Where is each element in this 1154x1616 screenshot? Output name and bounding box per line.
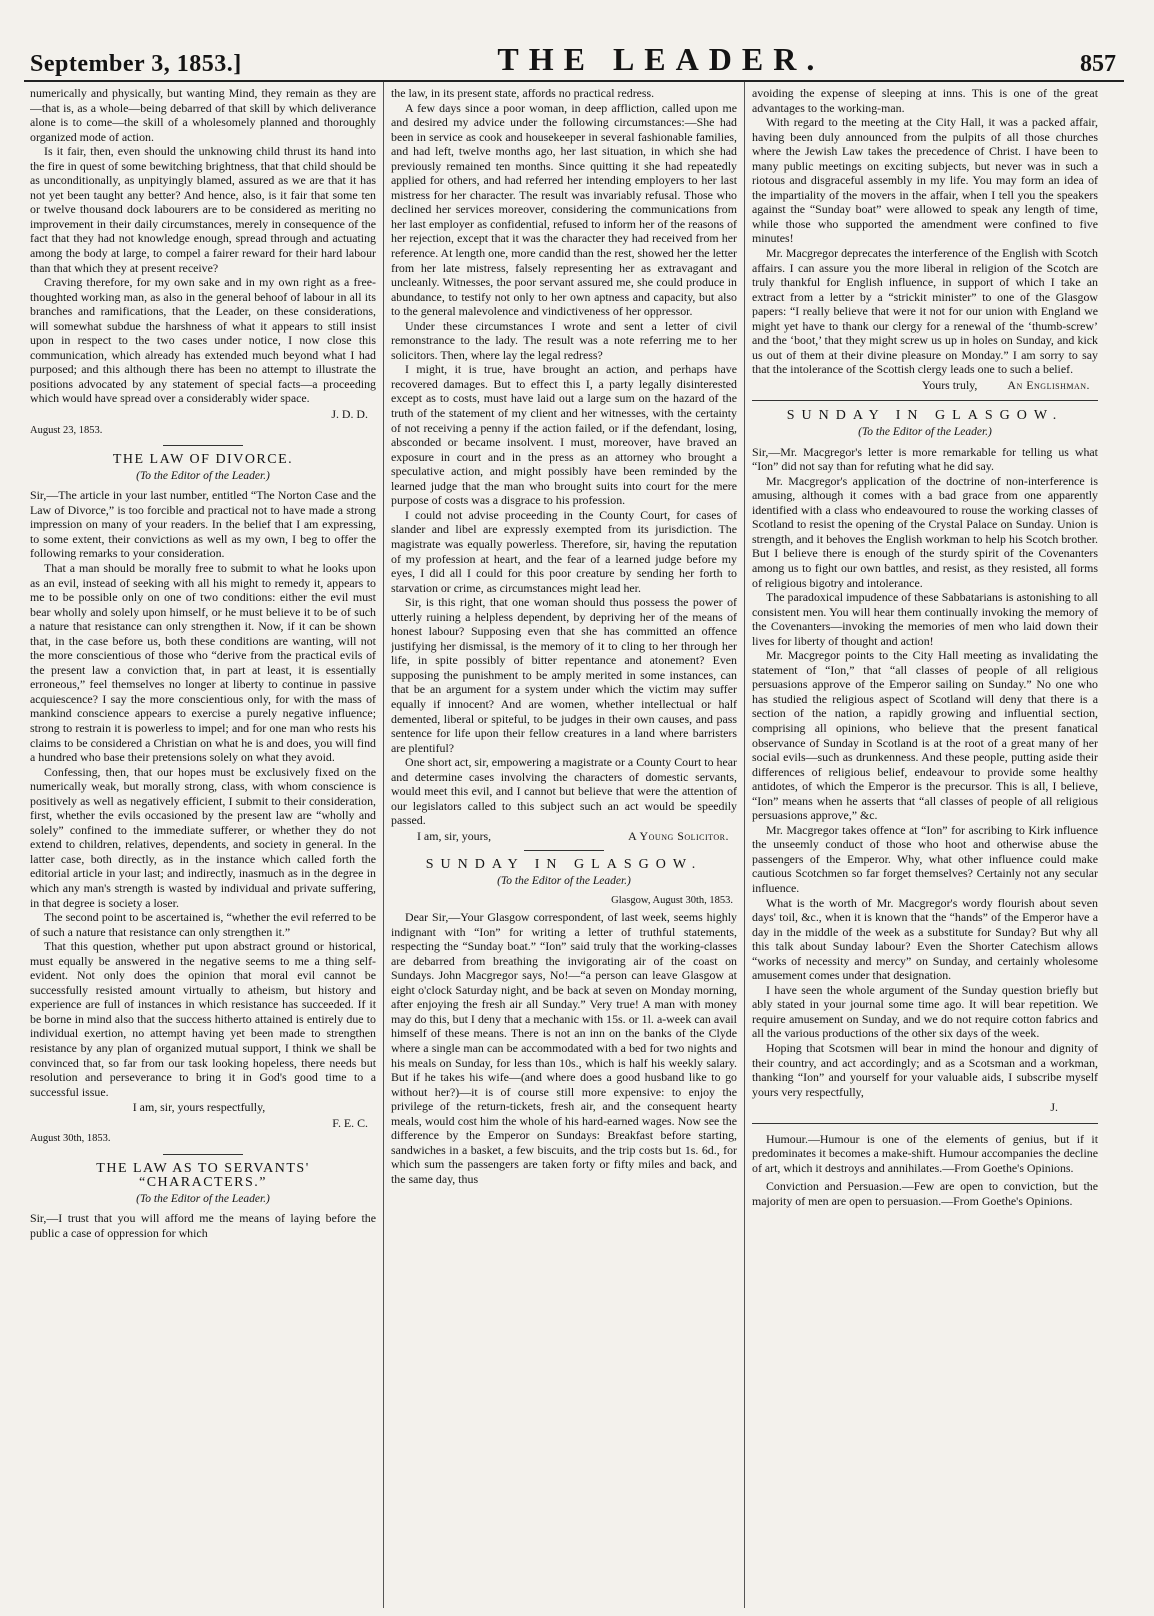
paragraph: avoiding the expense of sleeping at inns. This is one of the great advantages to the working-man. [752,86,1098,115]
paragraph: numerically and physically, but wanting Mind, they remain as they are—that is, as a whole—being debarred of that skill by which deliverance alone is to come—the skill of a wholesomely planned and thoroughly organized mode of action. [30,86,376,144]
paragraph: Dear Sir,—Your Glasgow correspondent, of last week, seems highly indignant with “Ion” for writing a letter of truthful statements, respecting the “Sunday boat.” “Ion” said truly that the working-classes are debarred from breathing the invigorating air of the coast on Sundays. John Macgregor says, No!—“a person can leave Glasgow at eight o'clock Saturday night, and be back at seven on Monday morning, after enjoying the fresh air all Sunday.” Very true! A man with money may do this, but I deny that a mechanic with 15s. or 1l. a-week can avail himself of these means. There is not an inn on the banks of the Clyde where a single man can be accommodated with a bed for two nights and his meals on Sunday, for less than 10s., which is half his weekly salary. But if he takes his wife—(and where does a good husband like to go without her?)—it is of course still more expensive: to enjoy the privilege of the return-tickets, fresh air, and the consequent hearty meals, would cost him the whole of his hard-earned wages. Now see the difference by the Emperor on Sundays: Breakfast before starting, sandwiches in a basket, a few biscuits, and the trip costs but 1s. 6d., for which sum the passengers are taken forty or fifty miles and back, and the same day, thus [391,910,737,1186]
paragraph: A few days since a poor woman, in deep affliction, called upon me and desired my advice under the following circumstances:—She had been in service as cook and housekeeper in several fashionable families, and had left, twelve months ago, her last situation, in which she had previously remained ten months. Since quitting it she had repeatedly applied for others, and had referred her intending employers to her last mistress for her character. The result was invariably refusal. Those who declined her services moreover, considering the communications from her last employer as confidential, refused to inform her of the reasons of her rejection, except that it was the character they had received from her reference. At length one, more candid than the rest, showed her the letter from her late mistress, falsely representing her as extravagant and uncleanly. Witnesses, the poor servant assured me, she could produce in abundance, to testify not only to her own aptness and capacity, but also to the general malevolence and vindictiveness of her oppressor. [391,100,737,319]
section-rule [163,1154,243,1155]
column-divider [383,82,384,1608]
closing: Yours truly, [921,377,978,392]
section-rule [163,445,243,446]
article-subheading: (To the Editor of the Leader.) [136,469,270,482]
paragraph: Mr. Macgregor's application of the doctrine of non-interference is amusing, although it comes with a bad grace from one apparently identified with a class who endeavoured to rouse the working classes of Scotland to resist the opening of the Crystal Palace on Sunday. Union is strength, and it behoves the English workman to help his Scotch brother. But I believe there is enough of the sturdy spirit of the Covenanters among us to fight our own battles, and resist, as they resisted, all forms of religious bigotry and intolerance. [752,473,1098,590]
article-subheading: (To the Editor of the Leader.) [858,426,992,439]
paragraph: I could not advise proceeding in the County Court, for cases of slander and libel are expressly exempted from its jurisdiction. The magistrate was equally powerless. Therefore, sir, having the reputation of my profession at heart, and the fear of a learned judge before my eyes, I did all I could for this poor creature by sending her forth to starvation or crime, as circumstances might lead her. [391,507,737,595]
section-rule [524,850,604,851]
column-1 [30,86,376,1606]
paragraph: That a man should be morally free to submit to what he looks upon as an evil, instead of seeking with all his might to remedy it, appears to me to be possible only on one of two conditions: either the evil must bear wholly and solely upon himself, or he must believe it to be of such a nature that resistance can only strengthen it. Now, if it can be shown that, in the case before us, both these conditions are wanting, will not the more conscientious of those who “derive from the practical evils of the present law a conviction that, in part at least, it is essentially erroneous,” feel themselves no longer at liberty to continue in passive acquiescence? I say the more conscientious only, for with the mass of mankind conscience appears to exercise a purely negative influence; strong to restrain it is powerless to impel; and for one man who rests his claims to be considered a Christian on what he is and does, you will find a hundred who base their pretensions solely on what they avoid. [30,560,376,765]
paragraph: That this question, whether put upon abstract ground or historical, must equally be answered in the negative seems to me a thing self-evident. Not only does the opinion that moral evil cannot be successfully resisted amount virtually to atheism, but history and experience are full of instances in which resistance has succeeded. If it be borne in mind also that the success hitherto attained is entirely due to individual exertion, no attempt having yet been made to strengthen resistance by any plan of organized mutual support, I think we shall be convinced that, so far from our task looking hopeless, there needs but resolution and perseverance to bring it in God's good time to a successful issue. [30,939,376,1099]
letter-date: August 23, 1853. [30,424,103,436]
paragraph: Sir, is this right, that one woman should thus possess the power of utterly ruining a helpless dependent, by depriving her of the means of honest labour? Supposing even that she has committed an offence justifying her dismissal, is the memory of it to cling to her through her life, in spite possibly of bitter repentance and atonement? Even supposing the punishment to be amply merited in some instances, can that be an argument for a system under which the victim may suffer equally if innocent? And are women, whether intellectual or half demented, liberal or spiteful, to be judges in their own causes, and pass sentence for life upon their fellow creatures in a land where barristers are plentiful? [391,595,737,755]
header-rule [24,80,1124,82]
article-heading: THE LAW AS TO SERVANTS' “CHARACTERS.” [96,1160,310,1191]
paragraph: Craving therefore, for my own sake and in my own right as a free-thoughted working man, as also in the general behoof of labour in all its branches and ramifications, that the Leader, on these considerations, will somewhat subdue the harshness of what it appears to still insist upon in respect to the two cases under notice, I now close this communication, which already has extended much beyond what I had purposed; and this although there has been no attempt to illustrate the positions advocated by any statement of special facts—a proceeding which would have spread over a considerably wider space. [30,275,376,406]
article-subheading: (To the Editor of the Leader.) [497,874,631,887]
paragraph: Is it fair, then, even should the unknowing child thrust its hand into the fire in quest of some bewitching brightness, that that child should be as unconditionally, as unpityingly blamed, assured as we are that it has not yet been taught any better? And hence, also, is it fair that some ten or twelve thousand dock labourers are to be considered as meriting no improvement in their daily circumstances, merely in consequence of the fact that they had not knowledge enough, spread through and actuating among the body at large, to compel a fairer reward for their hard labour than that which they at present receive? [30,144,376,275]
paragraph: I might, it is true, have brought an action, and perhaps have recovered damages. But to effect this I, a party legally disinterested except as to costs, must have laid out a large sum on the hazard of the truth of the statement of my client and her witnesses, with the certainty of not receiving a penny if the action failed, or if the defendant, losing, absconded or became insolvent. I must, moreover, have braved an exposure in court and in the press as an attorney who brought a speculative action, and might possibly have been reminded by the learned judge that the man who brought suits into court for the mere purpose of costs was a disgrace to his profession. [391,362,737,508]
paragraph: Mr. Macgregor deprecates the interference of the English with Scotch affairs. I can assure you the more liberal in religion of the Scotch are truly thankful for English influence, in support of which I take an extract from a letter by a “strickit minister” to one of the Glasgow papers: “I really believe that were it not for our union with England we might yet have to thank our clergy for a renewal of the ‘thumb-screw’ and the ‘boot,’ that they might screw us up in holes on Sunday, and kick us out of them at their divine pleasure on Monday.” I am sorry to say that the intolerance of the Scottish clergy leads one to such a belief. [752,246,1098,377]
signature-line [391,829,737,844]
section-rule [752,400,1098,401]
paragraph: Conviction and Persuasion.—Few are open to conviction, but the majority of men are open to persuasion.—From Goethe's Opinions. [752,1179,1098,1208]
paragraph: With regard to the meeting at the City Hall, it was a packed affair, having been duly announced from the pulpits of all those churches where the Jewish Law takes the precedence of Christ. I have been to many public meetings on exciting subjects, but never was in such a riotous and disgraceful assembly in my life. You may form an idea of the impartiality of the movers in the affair, when I tell you the speakers against the “Sunday boat” were allowed to speak any length of time, while those who supported the amendment were confined to five minutes! [752,115,1098,246]
closing: I am, sir, yours, [417,828,492,843]
paper-title: THE LEADER. [497,41,825,77]
paragraph: Under these circumstances I wrote and sent a letter of civil remonstrance to the lady. The result was a note referring me to her solicitors. Then, where lay the legal redress? [391,318,737,362]
paragraph: Sir,—Mr. Macgregor's letter is more remarkable for telling us what “Ion” did not say than for refuting what he did say. [752,444,1098,474]
signature: An Englishman. [1007,377,1090,392]
paragraph: What is the worth of Mr. Macgregor's wordy flourish about seven days' toil, &c., when it is known that the “hands” of the Emperor have a day in the middle of the week as a substitute for Sunday? But why all this talk about Sunday labour? Even the Shorter Catechism allows “works of necessity and mercy” on Sunday, and certainly wholesome amusement comes under that designation. [752,895,1098,983]
column-divider [744,82,745,1608]
article-heading: SUNDAY IN GLASGOW. [425,857,703,873]
paragraph: Mr. Macgregor points to the City Hall meeting as invalidating the statement of “Ion,” that “all classes of people of all religious persuasions approve of the Emperor sailing on Sunday.” No one who has studied the religious aspect of Scotland will deny that there is a section of the nation, a rapidly growing and influential section, comprising all opinions, who believe that the present fanatical observance of Sunday in Scotland is at the root of a great many of her social evils—such as drunkenness. And these people, putting aside their differences of religious belief, endeavour to provide some healthy antidotes, of which the Emperor is the precursor. This is all, I believe, “Ion” means when he asserts that “all classes of people of all religious persuasions approve,” &c. [752,648,1098,823]
dateline: Glasgow, August 30th, 1853. [611,894,733,906]
page-number: 857 [1079,51,1116,77]
paragraph: the law, in its present state, affords no practical redress. [391,86,655,100]
masthead [30,38,1116,78]
article-subheading: (To the Editor of the Leader.) [136,1192,270,1205]
issue-date: September 3, 1853.] [30,51,242,77]
letter-date: August 30th, 1853. [30,1133,111,1145]
paragraph: The paradoxical impudence of these Sabbatarians is astonishing to all consistent men. You will hear them continually invoking the memory of the Covenanters—invoking the memories of men who laid down their lives for liberty of thought and action! [752,590,1098,648]
article-heading: SUNDAY IN GLASGOW. [786,408,1064,424]
section-rule [752,1123,1098,1124]
closing: I am, sir, yours respectfully, [132,1100,266,1115]
signature: F. E. C. [332,1115,368,1130]
paragraph: I have seen the whole argument of the Sunday question briefly but ably stated in your journal some time ago. It will bear repetition. We require amusement on Sunday, and we do not require cotton fabrics and all the various productions of the other six days of the week. [752,982,1098,1041]
signature: J. [1050,1100,1058,1115]
paragraph: Mr. Macgregor takes offence at “Ion” for ascribing to Kirk influence the unseemly conduct of those who hoot and otherwise abuse the passengers of the Emperor. Why, what other influence could make cautious Scotchmen so far forget themselves? Certainly not any secular influence. [752,822,1098,895]
paragraph: Sir,—The article in your last number, entitled “The Norton Case and the Law of Divorce,” is too forcible and practical not to have made a strong impression on many of your readers. In the belief that I am expressing, to some extent, their convictions as well as my own, I beg to offer the following remarks to your consideration. [30,488,376,561]
signature: A Young Solicitor. [628,828,729,843]
article-heading: THE LAW OF DIVORCE. [112,452,294,468]
paragraph: Sir,—I trust that you will afford me the means of laying before the public a case of oppression for which [30,1211,376,1241]
paragraph: Confessing, then, that our hopes must be exclusively fixed on the numerically weak, but morally strong, class, with whom conscience is positively as well as negatively efficient, I submit to their consideration, first, whether the evils occasioned by the present law are “wholly and solely” confined to the immediate sufferer, or whether they do not extend to children, relatives, dependents, and society in general. In the latter case, both directly, as in the instance which called forth the editorial article in your last; and indirectly, inasmuch as in the degree in which any man's strength is wasted by individual and private suffering, in that degree is society a loser. [30,764,376,910]
paragraph: The second point to be ascertained is, “whether the evil referred to be of such a nature that resistance can only strengthen it.” [30,910,376,939]
signature-line [752,378,1098,393]
column-3 [752,86,1098,1606]
paragraph: One short act, sir, empowering a magistrate or a County Court to hear and determine cases involving the characters of domestic servants, would meet this evil, and I cannot but believe that were the attention of our legislators called to this subject such an act would be speedily passed. [391,755,737,828]
column-2 [391,86,737,1606]
paragraph: Humour.—Humour is one of the elements of genius, but if it predominates it becomes a make-shift. Humour accompanies the decline of art, which it destroys and annihilates.—From Goethe's Opinions. [752,1131,1098,1175]
paragraph: Hoping that Scotsmen will bear in mind the honour and dignity of their country, and act accordingly; and as a Scotsman and a workman, thanking “Ion” and yourself for your valuable aids, I subscribe myself yours very respectfully, [752,1041,1098,1099]
signature: J. D. D. [331,407,368,422]
